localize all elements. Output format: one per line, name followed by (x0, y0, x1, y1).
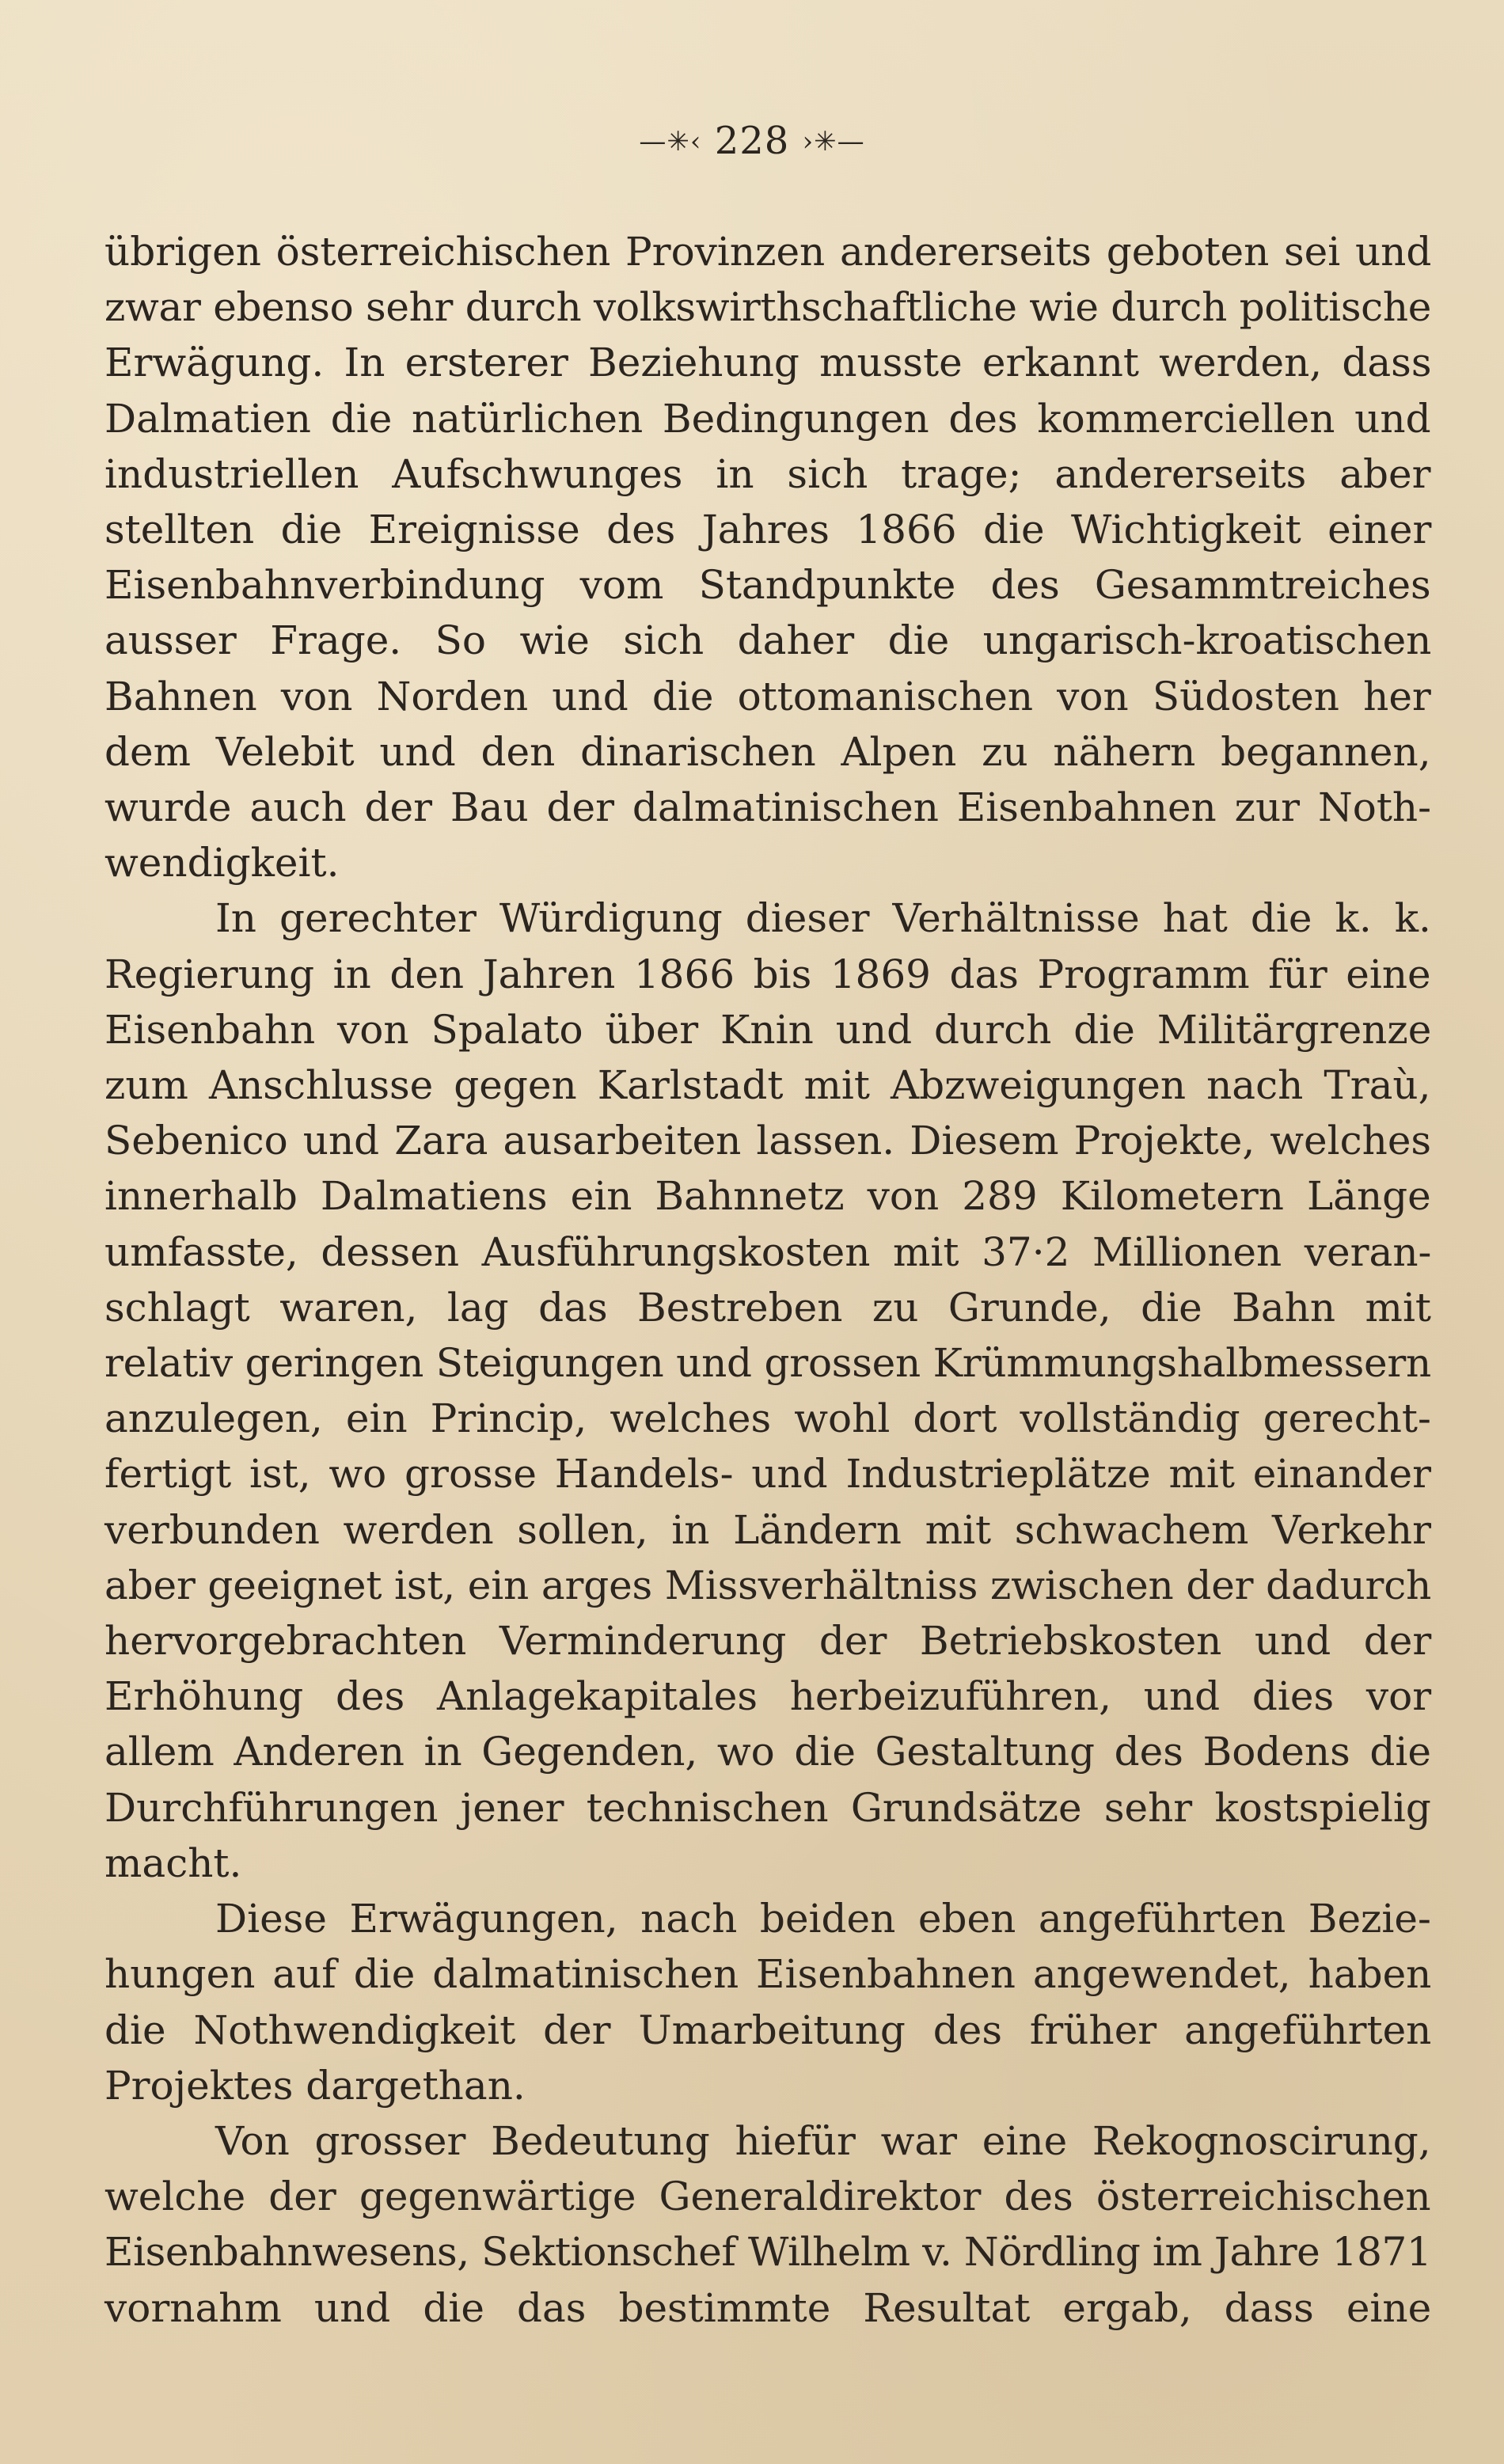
text-line: verbunden werden sollen, in Ländern mit schwachem Verkehr (104, 1506, 1431, 1553)
text-line: In gerechter Würdigung dieser Verhältnisse hat die k. k. (215, 895, 1431, 942)
text-line: Bahnen von Norden und die ottomanischen von Südosten her (104, 673, 1431, 719)
text-line: hervorgebrachten Verminderung der Betriebskosten und der (104, 1618, 1432, 1665)
paragraph-4 (104, 2113, 1431, 2336)
text-line: hungen auf die dalmatinischen Eisenbahnen angewendet, haben (104, 1951, 1432, 1998)
page-number: 228 (714, 119, 790, 163)
text-line: relativ geringen Steigungen und grossen Krümmungshalbmessern (104, 1340, 1431, 1387)
text-line: Eisenbahnverbindung vom Standpunkte des Gesammtreiches (104, 562, 1431, 609)
text-line: Durchführungen jener technischen Grundsätze sehr kostspielig (104, 1784, 1431, 1831)
text-line: Von grosser Bedeutung hiefür war eine Rekognoscirung, (215, 2117, 1431, 2164)
text-line: ausser Frage. So wie sich daher die ungarisch-kroatischen (104, 617, 1432, 664)
text-line: Regierung in den Jahren 1866 bis 1869 das Programm für eine (104, 951, 1431, 997)
text-line: industriellen Aufschwunges in sich trage; andererseits aber (104, 450, 1431, 497)
text-line: Erwägung. In ersterer Beziehung musste erkannt werden, dass (104, 340, 1432, 386)
text-line: welche der gegenwärtige Generaldirektor des österreichischen (104, 2174, 1431, 2220)
text-line: allem Anderen in Gegenden, wo die Gestaltung des Bodens die (104, 1729, 1431, 1775)
ornament-right-icon: ›✳— (802, 126, 865, 158)
text-line: zwar ebenso sehr durch volkswirthschaftliche wie durch politische (104, 284, 1431, 331)
text-line: Eisenbahnwesens, Sektionschef Wilhelm v. Nördling im Jahre 1871 (104, 2229, 1432, 2276)
text-line: Dalmatien die natürlichen Bedingungen des kommerciellen und (104, 395, 1431, 442)
text-line: schlagt waren, lag das Bestreben zu Grunde, die Bahn mit (104, 1284, 1432, 1331)
text-line: dem Velebit und den dinarischen Alpen zu nähern begannen, (104, 728, 1431, 775)
text-line: die Nothwendigkeit der Umarbeitung des früher angeführten (104, 2007, 1432, 2053)
ornament-left-icon: —✳‹ (639, 126, 702, 158)
text-line: Projektes dargethan. (104, 2062, 526, 2109)
text-line: wurde auch der Bau der dalmatinischen Eisenbahnen zur Noth- (104, 784, 1432, 831)
text-line: umfasste, dessen Ausführungskosten mit 37·2 Millionen veran- (104, 1228, 1432, 1275)
text-line: Diese Erwägungen, nach beiden eben angeführten Bezie- (215, 1896, 1431, 1942)
text-line: stellten die Ereignisse des Jahres 1866 die Wichtigkeit einer (104, 507, 1432, 553)
text-line: Eisenbahn von Spalato über Knin und durch die Militärgrenze (104, 1006, 1432, 1053)
text-line: zum Anschlusse gegen Karlstadt mit Abzweigungen nach Traù, (104, 1062, 1431, 1109)
text-line: Erhöhung des Anlagekapitales herbeizuführen, und dies vor (104, 1673, 1432, 1720)
paragraph-3 (104, 1891, 1431, 2113)
paragraph-2 (104, 890, 1431, 1891)
text-line: übrigen österreichischen Provinzen andererseits geboten sei und (104, 229, 1432, 275)
text-line: wendigkeit. (104, 840, 340, 887)
text-line: vornahm und die das bestimmte Resultat ergab, dass eine (104, 2284, 1432, 2331)
text-line: Sebenico und Zara ausarbeiten lassen. Diesem Projekte, welches (104, 1118, 1432, 1164)
text-line: aber geeignet ist, ein arges Missverhältniss zwischen der dadurch (104, 1562, 1432, 1608)
text-line: macht. (104, 1839, 242, 1886)
text-line: anzulegen, ein Princip, welches wohl dort vollständig gerecht- (104, 1395, 1431, 1442)
text-line: fertigt ist, wo grosse Handels- und Industrieplätze mit einander (104, 1451, 1432, 1498)
body-text (104, 224, 1431, 2336)
page-header (0, 119, 1504, 163)
paragraph-1 (104, 224, 1431, 890)
text-line: innerhalb Dalmatiens ein Bahnnetz von 289 Kilometern Länge (104, 1173, 1431, 1220)
